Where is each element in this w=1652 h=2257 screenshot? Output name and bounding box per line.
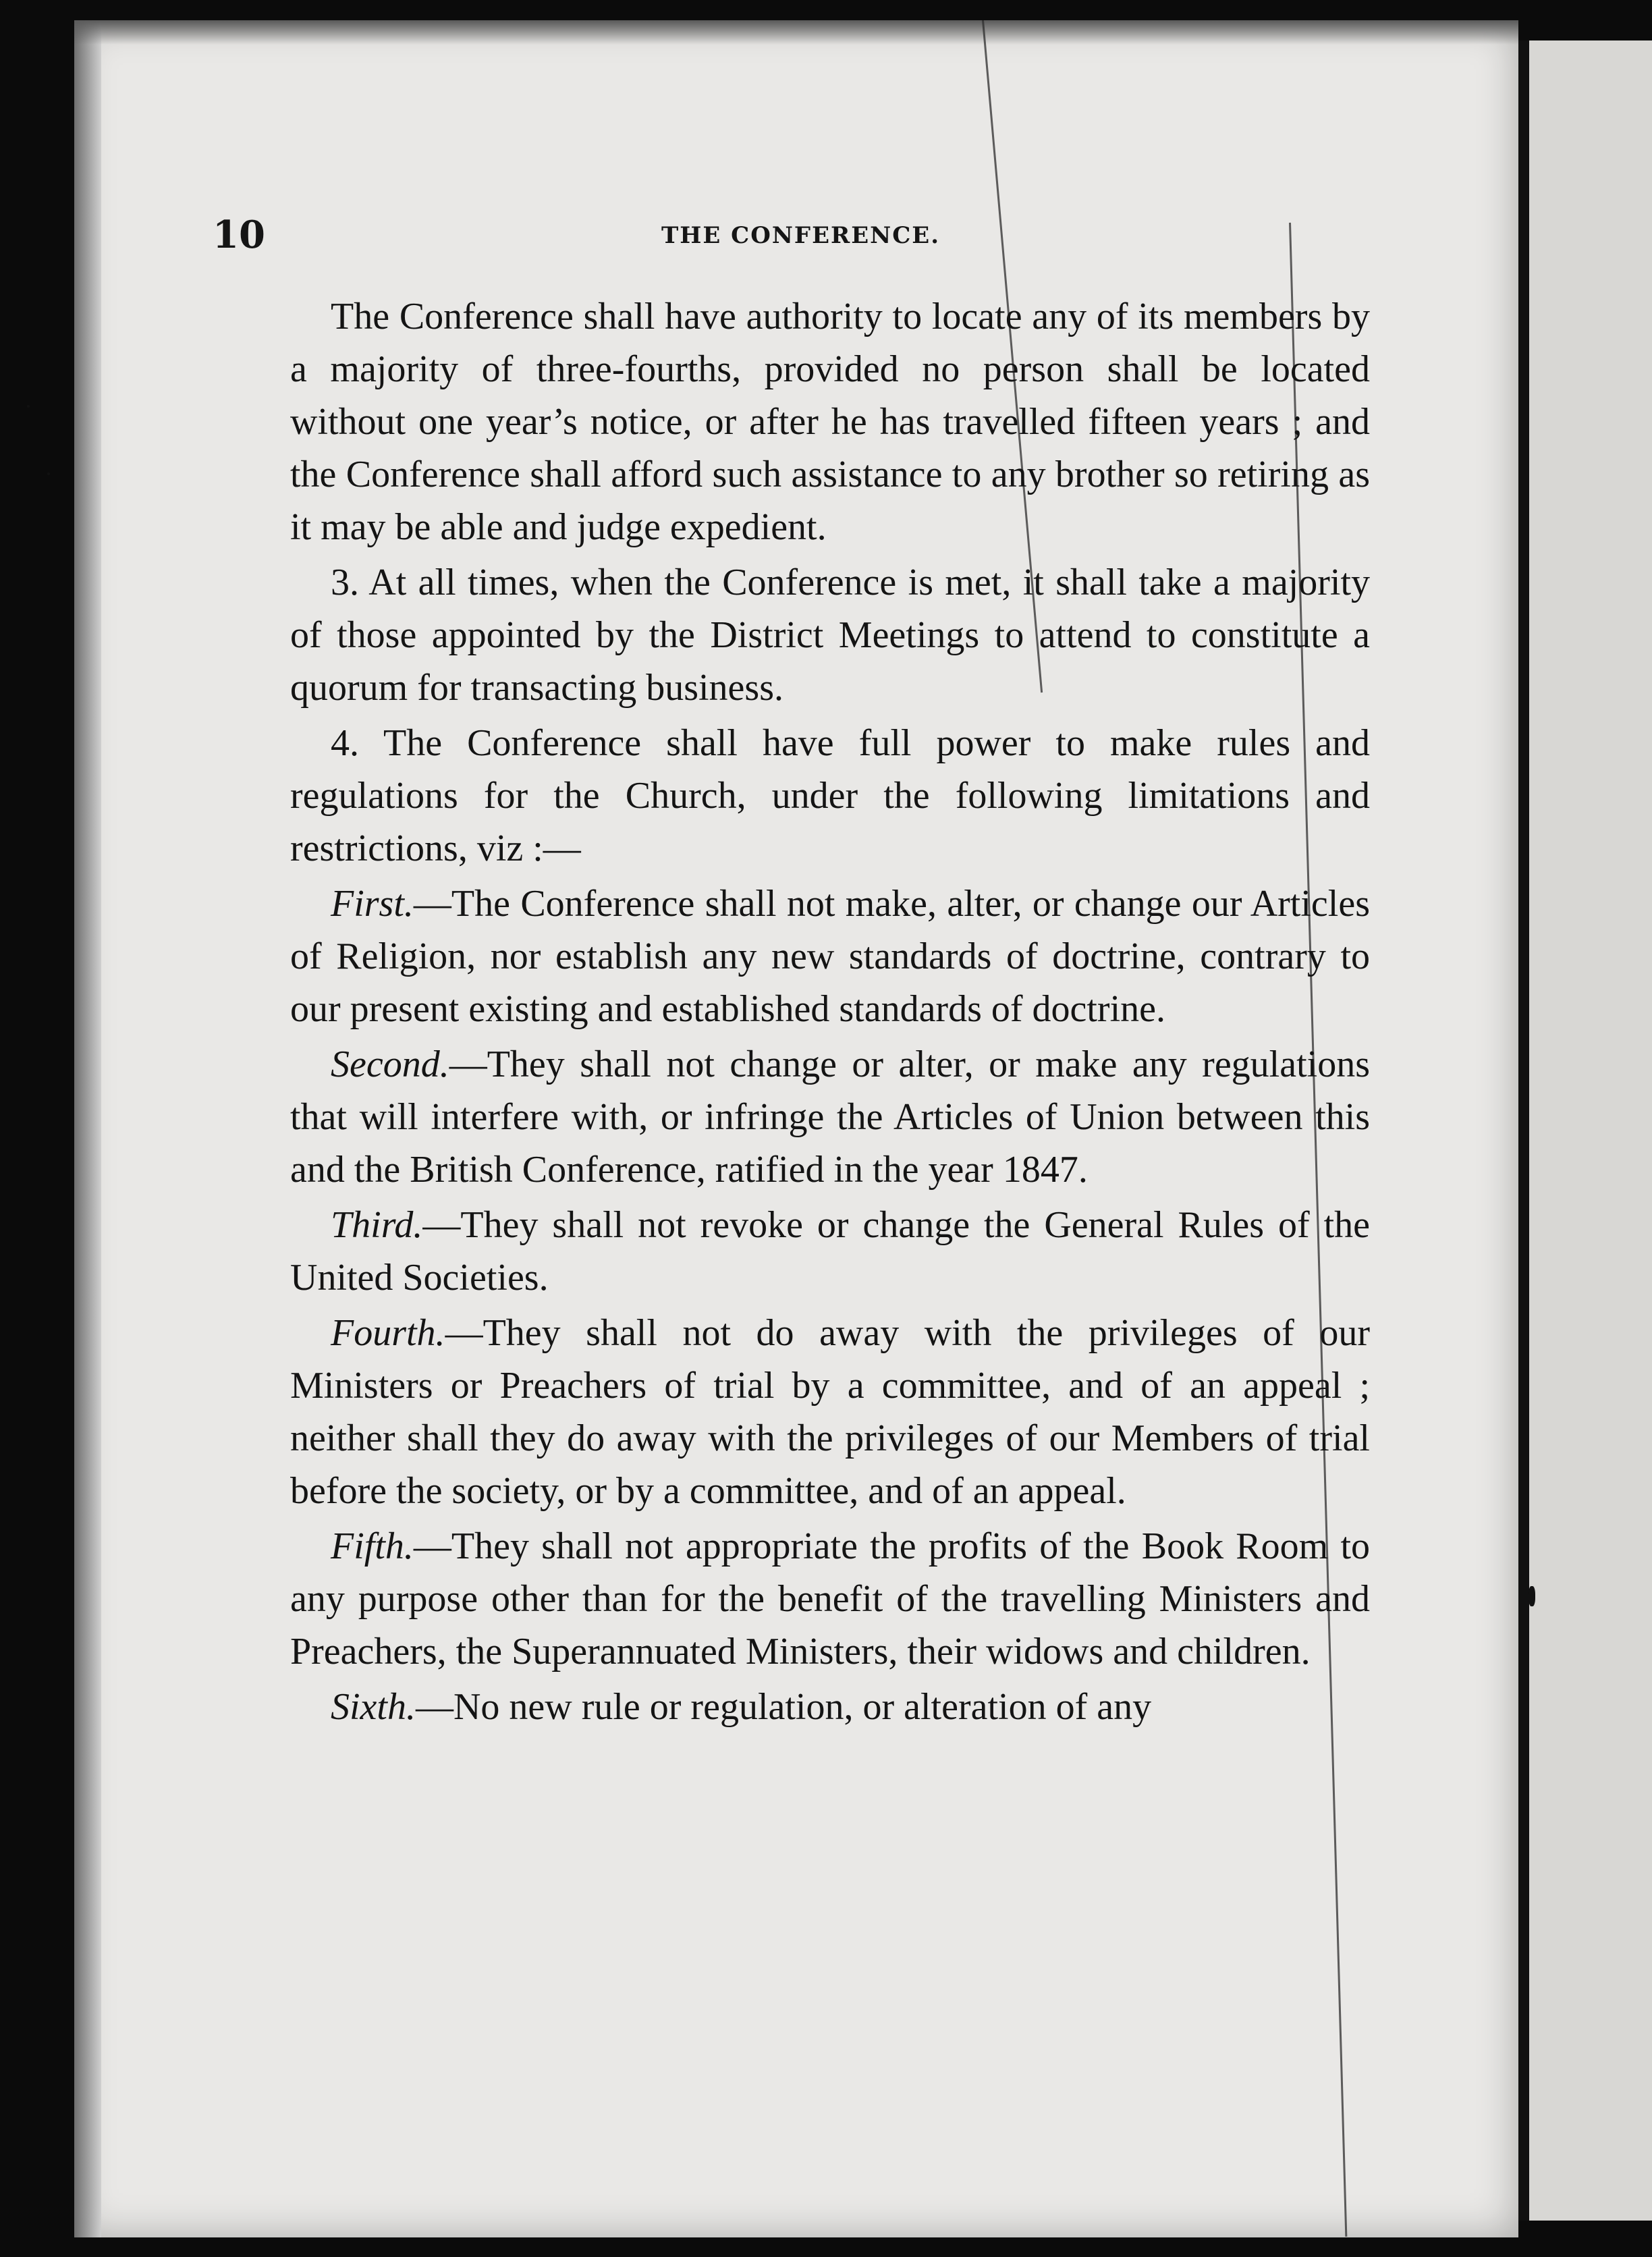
paragraph-lead: First. <box>331 883 414 925</box>
page-number: 10 <box>213 213 265 257</box>
page-top-shadow <box>74 20 1518 45</box>
paragraph <box>290 717 1370 875</box>
adjacent-page-edge <box>1518 40 1652 2221</box>
paragraph-text: The Conference shall have authority to locate any of its members by a majority of three-fourths, provided no person shall be located without one year’s notice, or after he has travelled fifteen years ; and the Conference shall afford such assistance to any brother so retiring as it may be able and judge expedient. <box>290 296 1370 548</box>
dust-speck <box>47 472 50 475</box>
paragraph <box>290 1038 1370 1196</box>
paragraph-text: —They shall not revoke or change the General Rules of the United Societies. <box>290 1204 1370 1299</box>
paragraph-lead: Second. <box>331 1043 449 1085</box>
ink-mark <box>1529 1586 1535 1606</box>
paragraph-text: —They shall not do away with the privileges of our Ministers or Preachers of trial by a committee, and of an appeal ; neither shall they do away with the privileges of our Members of trial before the society, or by a committee, and of an appeal. <box>290 1312 1370 1512</box>
paragraph <box>290 556 1370 714</box>
running-head <box>213 213 1360 267</box>
paragraph-lead: Third. <box>331 1204 423 1246</box>
paragraph <box>290 877 1370 1035</box>
paragraph <box>290 1520 1370 1678</box>
paragraph-lead: Fourth. <box>331 1312 445 1354</box>
paragraph-text: 3. At all times, when the Conference is met, it shall take a majority of those appointed by the District Meetings to attend to constitute a quorum for transacting business. <box>290 562 1370 709</box>
paragraph-text: —They shall not appropriate the profits of the Book Room to any purpose other than for the benefit of the travelling Ministers and Preachers, the Superannuated Ministers, their widows and children. <box>290 1525 1370 1673</box>
paragraph <box>290 1681 1370 1733</box>
paragraph-text: —They shall not change or alter, or make any regulations that will interfere with, or infringe the Articles of Union between this and the British Conference, ratified in the year 1847. <box>290 1043 1370 1191</box>
paragraph-text: 4. The Conference shall have full power to make rules and regulations for the Church, under the following limitations and restrictions, viz :— <box>290 722 1370 869</box>
paragraph <box>290 1199 1370 1304</box>
paragraph <box>290 1307 1370 1517</box>
paragraph-lead: Fifth. <box>331 1525 414 1567</box>
paragraph-text: —No new rule or regulation, or alteration of any <box>415 1686 1152 1728</box>
paragraph-lead: Sixth. <box>331 1686 416 1728</box>
paragraph <box>290 290 1370 553</box>
paragraph-text: —The Conference shall not make, alter, or change our Articles of Religion, nor establish any new standards of doctrine, contrary to our present existing and established standards of doctrine. <box>290 883 1370 1030</box>
running-title: THE CONFERENCE. <box>661 222 941 249</box>
dust-speck <box>27 405 30 408</box>
page-edge-shadow <box>74 20 101 2237</box>
body-text <box>290 290 1370 1733</box>
